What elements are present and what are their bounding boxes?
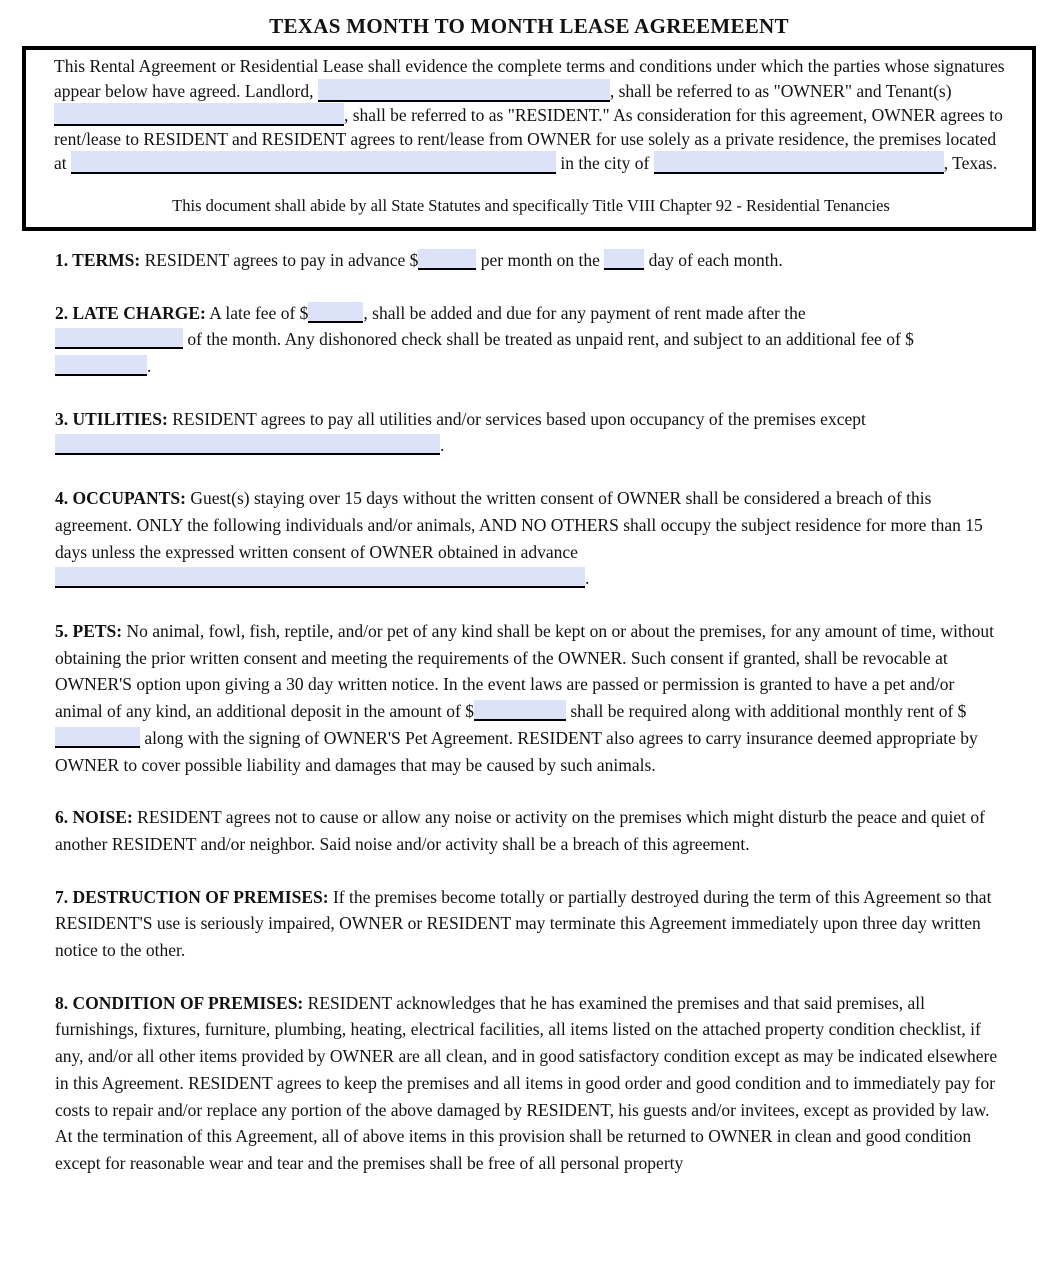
occupants-list-field[interactable] xyxy=(55,567,585,588)
text-run: RESIDENT agrees to pay all utilities and/or services based upon occupancy of the premises except xyxy=(167,408,866,429)
text-run: along with the signing of OWNER'S Pet Agreement. RESIDENT also agrees to carry insurance deemed appropriate by OWNER to cover possible liability and damages that may be caused by such animals. xyxy=(55,727,978,775)
text-run: RESIDENT agrees not to cause or allow any noise or activity on the premises which might disturb the peace and quiet of another RESIDENT and/or neighbor. Said noise and/or activity shall be a breach of this agreement. xyxy=(55,807,985,854)
text-run: , Texas. xyxy=(943,153,998,174)
utilities-exception-field[interactable] xyxy=(55,434,440,455)
text-run: , shall be referred to as "RESIDENT." As consideration for this agreement, OWNER agrees to rent/lease to RESIDENT and RESIDENT agrees to rent/lease from OWNER for use solely as a private residence, the premises located at xyxy=(54,105,1003,174)
text-run: . xyxy=(585,568,590,589)
section-occupants xyxy=(55,485,1005,592)
text-run: of the month. Any dishonored check shall be treated as unpaid rent, and subject to an additional fee of $ xyxy=(183,329,914,350)
section-heading: 1. TERMS: xyxy=(55,249,141,270)
tenant-names-field[interactable] xyxy=(54,103,344,126)
text-run: If the premises become totally or partially destroyed during the term of this Agreement so that RESIDENT'S use is seriously impaired, OWNER or RESIDENT may terminate this Agreement immediately upon three day written notice to the other. xyxy=(55,886,992,961)
text-run: RESIDENT acknowledges that he has examined the premises and that said premises, all furnishings, fixtures, furniture, plumbing, heating, electrical facilities, all items listed on the attached property condition checklist, if any, and/or all other items provided by OWNER are all clean, and in good satisfactory condition except as may be indicated elsewhere in this Agreement. RESIDENT agrees to keep the premises and all items in good order and good condition and to immediately pay for costs to repair and/or replace any portion of the above damaged by RESIDENT, his guests and/or invitees, except as provided by law. At the termination of this Agreement, all of above items in this provision shall be returned to OWNER in clean and good condition except for reasonable wear and tear and the premises shall be free of all personal property xyxy=(55,992,998,1173)
section-heading: 2. LATE CHARGE: xyxy=(55,302,206,323)
city-name-field[interactable] xyxy=(654,151,944,174)
text-run: , shall be added and due for any payment of rent made after the xyxy=(363,302,806,323)
intro-paragraph xyxy=(54,55,1008,176)
section-terms xyxy=(55,247,1005,274)
section-heading: 4. OCCUPANTS: xyxy=(55,488,186,509)
text-run: per month on the xyxy=(476,249,605,270)
late-fee-amount-field[interactable] xyxy=(308,302,363,323)
section-late-charge xyxy=(55,300,1005,380)
rent-amount-field[interactable] xyxy=(418,249,476,270)
text-run: , shall be referred to as "OWNER" and Tenant(s) xyxy=(609,80,952,101)
intro-box xyxy=(22,46,1036,231)
sections-container xyxy=(55,247,1005,1177)
section-heading: 8. CONDITION OF PREMISES: xyxy=(55,992,304,1013)
section-heading: 7. DESTRUCTION OF PREMISES: xyxy=(55,886,329,907)
section-noise xyxy=(55,804,1005,857)
text-run: A late fee of $ xyxy=(205,302,309,323)
section-utilities xyxy=(55,406,1005,459)
text-run: day of each month. xyxy=(644,249,783,270)
section-heading: 5. PETS: xyxy=(55,621,123,641)
premises-address-field[interactable] xyxy=(71,151,556,174)
section-pets xyxy=(55,618,1005,778)
statute-note: This document shall abide by all State Statutes and specifically Title VIII Chapter 92 - Residential Tenancies xyxy=(172,195,890,215)
text-run: shall be required along with additional monthly rent of $ xyxy=(565,701,967,722)
rent-due-day-field[interactable] xyxy=(604,249,644,270)
pet-monthly-rent-field[interactable] xyxy=(55,727,140,748)
section-destruction-of-premises xyxy=(55,884,1005,964)
text-run: RESIDENT agrees to pay in advance $ xyxy=(140,249,419,270)
section-heading: 6. NOISE: xyxy=(55,807,133,828)
dishonored-check-fee-field[interactable] xyxy=(55,355,147,376)
section-heading: 3. UTILITIES: xyxy=(55,408,168,429)
document-title: TEXAS MONTH TO MONTH LEASE AGREEMEENT xyxy=(269,14,789,38)
text-run: No animal, fowl, fish, reptile, and/or pet of any kind shall be kept on or about the premises, for any amount of time, without obtaining the prior written consent and meeting the requirements of the OWNER. Such consent if granted, shall be revocable at OWNER'S option upon giving a 30 day written notice. In the event laws are passed or permission is granted to have a pet and/or animal of any kind, an additional deposit in the amount of $ xyxy=(55,621,994,722)
text-run: Guest(s) staying over 15 days without the written consent of OWNER shall be considered a breach of this agreement. ONLY the following individuals and/or animals, AND NO OTHERS shall occupy the subject residence for more than 15 days unless the expressed written consent of OWNER obtained in advance xyxy=(55,488,983,562)
text-run: in the city of xyxy=(556,153,654,174)
text-run: . xyxy=(440,435,445,456)
text-run: . xyxy=(147,356,152,377)
landlord-name-field[interactable] xyxy=(318,79,610,102)
late-after-day-field[interactable] xyxy=(55,328,183,349)
section-condition-of-premises xyxy=(55,990,1005,1177)
pet-deposit-amount-field[interactable] xyxy=(474,700,566,721)
text-run: This Rental Agreement or Residential Lease shall evidence the complete terms and conditions under which the parties whose signatures appear below have agreed. Landlord, xyxy=(54,56,1005,101)
